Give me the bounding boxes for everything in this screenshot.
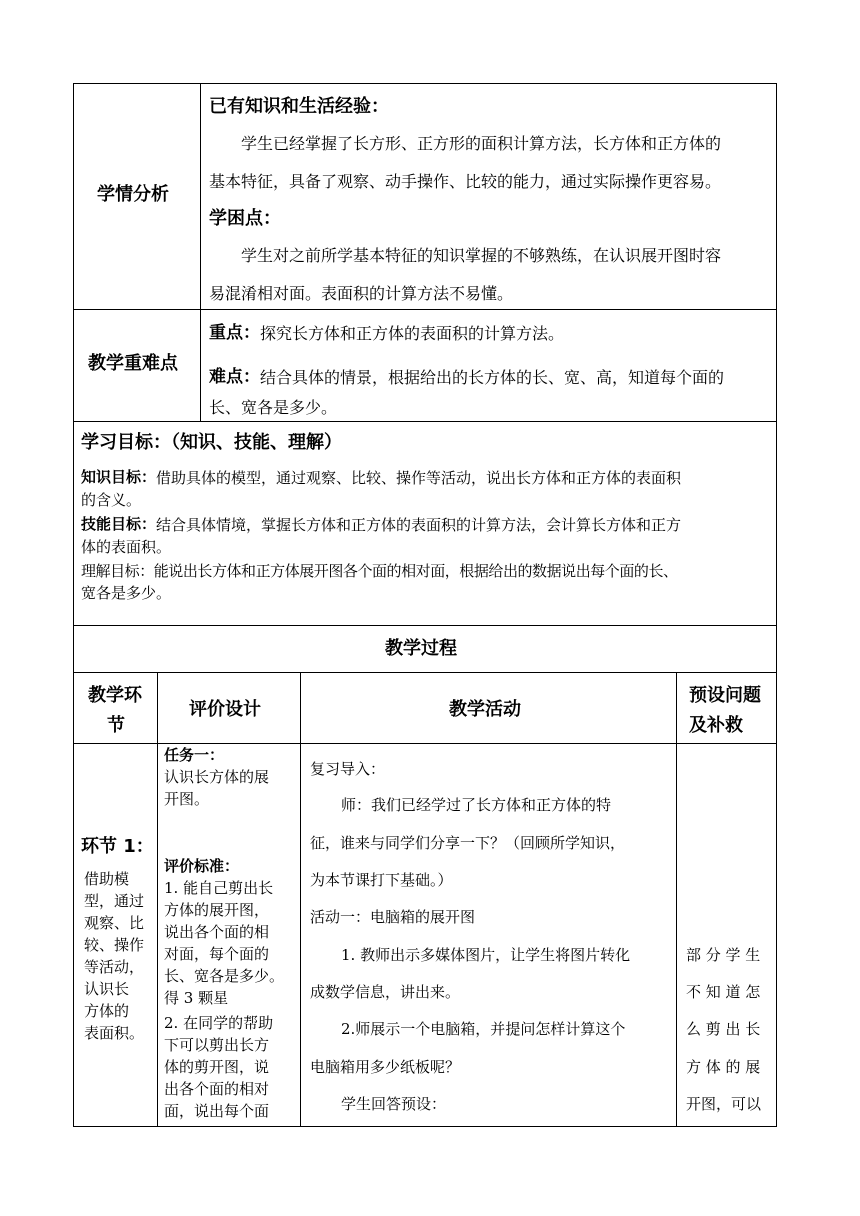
stage-title: 环节 1： — [81, 836, 154, 857]
activity-text: 1. 教师出示多媒体图片，让学生将图片转化 — [341, 946, 631, 964]
criteria-text: 2. 在同学的帮助 — [164, 1014, 274, 1032]
knowledge-objective-label: 知识目标： — [81, 468, 157, 486]
stage-description: 认识长 — [84, 980, 130, 998]
prior-knowledge-text: 学生已经掌握了长方形、正方形的面积计算方法，长方体和正方体的 — [241, 134, 722, 153]
table-border-bottom — [73, 1126, 777, 1127]
difficulty-text: 学生对之前所学基本特征的知识掌握的不够熟练，在认识展开图时容 — [241, 246, 722, 265]
stage-description: 观察、比 — [84, 914, 145, 932]
knowledge-objective-text: 的含义。 — [81, 491, 142, 509]
difficult-point-text: 结合具体的情景，根据给出的长方体的长、宽、高，知道每个面的 — [260, 368, 725, 387]
stage-description: 方体的 — [84, 1002, 130, 1020]
prior-knowledge-text: 基本特征，具备了观察、动手操作、比较的能力，通过实际操作更容易。 — [209, 172, 722, 191]
task-label: 任务一： — [164, 746, 225, 764]
row-label-key-points: 教学重难点 — [88, 353, 178, 374]
criteria-text: 长、宽各是多少。 — [164, 967, 285, 985]
remedy-text: 开图，可以 — [686, 1095, 762, 1113]
prior-knowledge-heading: 已有知识和生活经验： — [209, 96, 389, 117]
header-presets-remedy: 预设问题 — [689, 685, 761, 706]
remedy-text: 方 体 的 展 — [686, 1058, 761, 1076]
table-border-right — [776, 83, 777, 1127]
criteria-text: 出各个面的相对 — [164, 1080, 270, 1098]
task-text: 开图。 — [164, 790, 210, 808]
remedy-text: 部 分 学 生 — [686, 946, 761, 964]
skill-objective-text: 体的表面积。 — [81, 538, 172, 556]
understanding-objective-text: 宽各是多少。 — [81, 584, 172, 602]
stage-description: 较、操作 — [84, 936, 145, 954]
row-divider — [73, 672, 777, 673]
criteria-text: 面，说出每个面 — [164, 1102, 270, 1120]
activity-text: 征，谁来与同学们分享一下？（回顾所学知识， — [310, 834, 626, 852]
skill-objective-text: 结合具体情境，掌握长方体和正方体的表面积的计算方法，会计算长方体和正方 — [156, 516, 682, 534]
stage-description: 型，通过 — [84, 892, 145, 910]
criteria-label: 评价标准： — [164, 857, 240, 875]
stage-description: 借助模 — [84, 870, 130, 888]
stage-description: 表面积。 — [84, 1024, 145, 1042]
activity-text: 学生回答预设： — [341, 1095, 447, 1113]
label-column-divider — [200, 83, 201, 421]
understanding-objective-text: 理解目标：能说出长方体和正方体展开图各个面的相对面，根据给出的数据说出每个面的长、 — [81, 562, 678, 580]
criteria-text: 对面，每个面的 — [164, 945, 270, 963]
activity-text: 为本节课打下基础。） — [310, 871, 453, 889]
objectives-heading: 学习目标：（知识、技能、理解） — [81, 432, 342, 453]
difficulty-heading: 学困点： — [209, 208, 281, 229]
task-text: 认识长方体的展 — [164, 768, 270, 786]
row-divider — [73, 309, 777, 310]
criteria-text: 体的剪开图，说 — [164, 1058, 270, 1076]
column-divider — [157, 672, 158, 1126]
table-border-top — [73, 83, 777, 84]
activity-text: 2.师展示一个电脑箱，并提问怎样计算这个 — [341, 1020, 626, 1038]
stage-description: 等活动， — [84, 958, 145, 976]
criteria-text: 下可以剪出长方 — [164, 1036, 270, 1054]
table-border-left — [73, 83, 74, 1127]
activity-text: 活动一：电脑箱的展开图 — [310, 908, 476, 926]
criteria-text: 得 3 颗星 — [164, 989, 229, 1007]
row-divider — [73, 625, 777, 626]
row-label-student-analysis: 学情分析 — [97, 184, 169, 205]
process-title: 教学过程 — [385, 638, 457, 659]
activity-text: 师：我们已经学过了长方体和正方体的特 — [341, 796, 612, 814]
activity-text: 成数学信息，讲出来。 — [310, 983, 461, 1001]
knowledge-objective-text: 借助具体的模型，通过观察、比较、操作等活动，说出长方体和正方体的表面积 — [156, 469, 682, 487]
difficulty-text: 易混淆相对面。表面积的计算方法不易懂。 — [209, 284, 514, 303]
header-teaching-activity: 教学活动 — [449, 699, 521, 720]
header-evaluation-design: 评价设计 — [189, 699, 261, 720]
activity-text: 电脑箱用多少纸板呢？ — [310, 1058, 461, 1076]
criteria-text: 说出各个面的相 — [164, 923, 270, 941]
difficult-point-label: 难点： — [209, 367, 260, 387]
remedy-text: 不 知 道 怎 — [686, 983, 761, 1001]
column-divider — [676, 672, 677, 1126]
criteria-text: 方体的展开图， — [164, 901, 270, 919]
criteria-text: 1. 能自己剪出长 — [164, 879, 274, 897]
row-divider — [73, 743, 777, 744]
key-point-label: 重点： — [209, 323, 260, 343]
key-point-text: 探究长方体和正方体的表面积的计算方法。 — [260, 324, 565, 343]
header-presets-remedy: 及补救 — [689, 715, 743, 736]
header-stage: 教学环 — [88, 685, 142, 706]
difficult-point-text: 长、宽各是多少。 — [209, 398, 338, 417]
skill-objective-label: 技能目标： — [81, 515, 157, 533]
remedy-text: 么 剪 出 长 — [686, 1020, 761, 1038]
column-divider — [300, 672, 301, 1126]
row-divider — [73, 421, 777, 422]
header-stage: 节 — [107, 715, 125, 736]
activity-text: 复习导入： — [310, 760, 386, 778]
